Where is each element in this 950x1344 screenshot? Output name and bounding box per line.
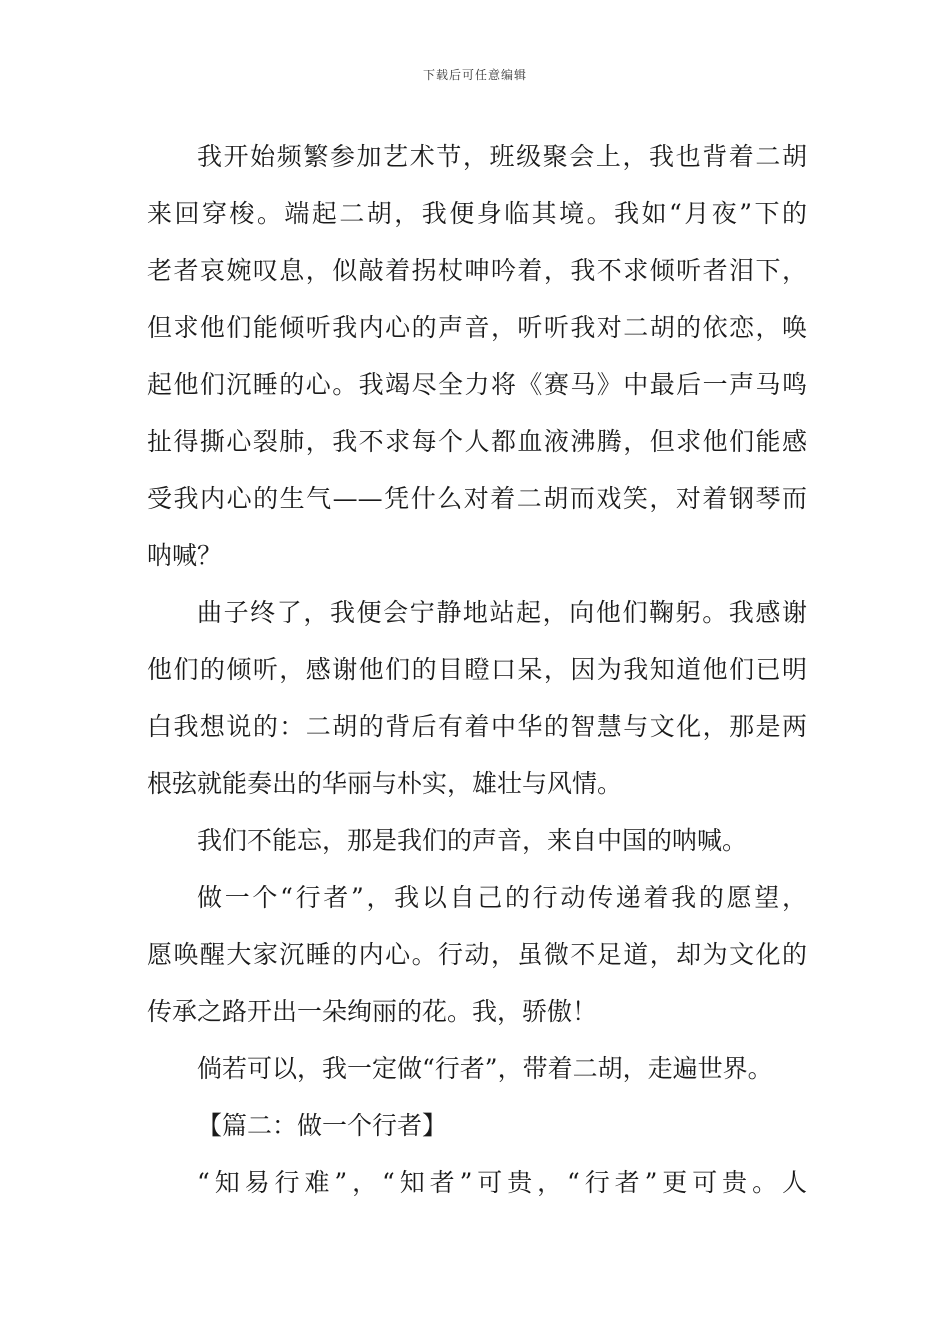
text-line: 呐喊？ — [147, 541, 223, 570]
document-body — [147, 128, 807, 1211]
text-line: 来回穿梭。端起二胡，我便身临其境。我如“月夜”下的 — [147, 199, 807, 228]
text-line: 做一个“行者”，我以自己的行动传递着我的愿望， — [197, 883, 807, 912]
text-line: 白我想说的：二胡的背后有着中华的智慧与文化，那是两 — [147, 712, 807, 741]
page-header: 下载后可任意编辑 — [422, 68, 527, 82]
text-line: 老者哀婉叹息，似敲着拐杖呻吟着，我不求倾听者泪下， — [147, 256, 807, 285]
text-line: 扯得撕心裂肺，我不求每个人都血液沸腾，但求他们能感 — [147, 427, 807, 456]
text-line: 愿唤醒大家沉睡的内心。行动，虽微不足道，却为文化的 — [147, 940, 807, 969]
text-line: 受我内心的生气——凭什么对着二胡而戏笑，对着钢琴而 — [147, 484, 807, 513]
text-line: 但求他们能倾听我内心的声音，听听我对二胡的依恋，唤 — [147, 313, 807, 342]
text-line: 曲子终了，我便会宁静地站起，向他们鞠躬。我感谢 — [197, 598, 807, 627]
text-line: 我开始频繁参加艺术节，班级聚会上，我也背着二胡 — [197, 142, 807, 171]
text-line: 他们的倾听，感谢他们的目瞪口呆，因为我知道他们已明 — [147, 655, 807, 684]
text-line: 根弦就能奏出的华丽与朴实，雄壮与风情。 — [147, 769, 623, 798]
text-line: 【篇二：做一个行者】 — [197, 1111, 448, 1140]
text-line: 传承之路开出一朵绚丽的花。我，骄傲！ — [147, 997, 598, 1026]
text-line: 倘若可以，我一定做“行者”，带着二胡，走遍世界。 — [197, 1054, 773, 1083]
text-line: 我们不能忘，那是我们的声音，来自中国的呐喊。 — [197, 826, 748, 855]
text-line: “知易行难”，“知者”可贵，“行者”更可贵。人 — [197, 1168, 807, 1197]
text-line: 起他们沉睡的心。我竭尽全力将《赛马》中最后一声马鸣 — [147, 370, 807, 399]
